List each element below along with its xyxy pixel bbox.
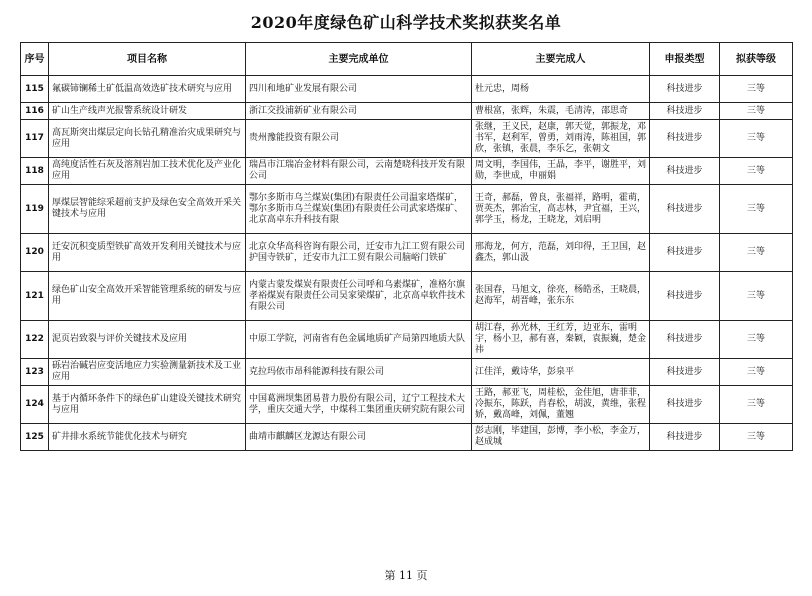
row-number: 118 bbox=[21, 158, 49, 185]
completion-people: 张国春，马旭文，徐亮，杨皓丞，王晓晨，赵海军，胡晋峰，张东东 bbox=[472, 272, 650, 321]
completion-people: 杜元忠，周杨 bbox=[472, 76, 650, 103]
row-number: 117 bbox=[21, 120, 49, 158]
award-grade: 三等 bbox=[720, 158, 793, 185]
award-grade: 三等 bbox=[720, 272, 793, 321]
row-number: 119 bbox=[21, 185, 49, 234]
completion-people: 王路，郝亚飞，周桂松，金佳旭，唐菲菲，冷振东，陈跃，肖春松，胡波，黄维，张程娇，戴高峰，刘佩，董翘 bbox=[472, 386, 650, 424]
award-grade: 三等 bbox=[720, 185, 793, 234]
completion-people: 江佳洋，戴诗华，彭泉平 bbox=[472, 359, 650, 386]
award-grade: 三等 bbox=[720, 120, 793, 158]
row-number: 121 bbox=[21, 272, 49, 321]
table-row bbox=[21, 103, 793, 120]
completion-people: 彭志刚，毕建国，彭博，李小松，李金万，赵成城 bbox=[472, 424, 650, 451]
declaration-type: 科技进步 bbox=[650, 185, 720, 234]
row-number: 120 bbox=[21, 234, 49, 272]
award-grade: 三等 bbox=[720, 76, 793, 103]
declaration-type: 科技进步 bbox=[650, 359, 720, 386]
table-row bbox=[21, 321, 793, 359]
table-row bbox=[21, 76, 793, 103]
table-row bbox=[21, 120, 793, 158]
header-units: 主要完成单位 bbox=[246, 43, 472, 76]
table-row bbox=[21, 359, 793, 386]
completion-people: 王奇，郝磊，曾良，张福祥，路明，霍萌，贾英杰，郭治宝，高志林，尹宜福，王兴，郭学玉，杨龙，王晓龙，刘启明 bbox=[472, 185, 650, 234]
table-row bbox=[21, 185, 793, 234]
table-row bbox=[21, 234, 793, 272]
page-title: 2020年度绿色矿山科学技术奖拟获奖名单 bbox=[250, 13, 562, 32]
project-name: 厚煤层智能综采超前支护及绿色安全高效开采关键技术与应用 bbox=[49, 185, 246, 234]
award-grade: 三等 bbox=[720, 321, 793, 359]
award-grade: 三等 bbox=[720, 386, 793, 424]
header-no: 序号 bbox=[21, 43, 49, 76]
completion-people: 周文明，李国伟，王晶，李平，谢胜平，刘勋，李世成，申丽娟 bbox=[472, 158, 650, 185]
header-people: 主要完成人 bbox=[472, 43, 650, 76]
declaration-type: 科技进步 bbox=[650, 321, 720, 359]
project-name: 基于内循环条件下的绿色矿山建设关键技术研究与应用 bbox=[49, 386, 246, 424]
completion-units: 瑞昌市江瑞冶金材料有限公司，云南楚晓科技开发有限公司 bbox=[246, 158, 472, 185]
completion-people: 曹根富，张辉，朱震，毛清涛，邵思奇 bbox=[472, 103, 650, 120]
declaration-type: 科技进步 bbox=[650, 120, 720, 158]
completion-people: 胡江春，孙光林，王红芳，边亚东，雷明宇，杨小卫，郝有喜，秦颖，袁振巍，楚金祎 bbox=[472, 321, 650, 359]
award-grade: 三等 bbox=[720, 234, 793, 272]
table-header-row bbox=[21, 43, 793, 76]
project-name: 泥页岩致裂与评价关键技术及应用 bbox=[49, 321, 246, 359]
row-number: 122 bbox=[21, 321, 49, 359]
project-name: 砾岩治碱岩应变活地应力实验测量新技术及工业应用 bbox=[49, 359, 246, 386]
project-name: 高纯度活性石灰及溶剂岩加工技术优化及产业化应用 bbox=[49, 158, 246, 185]
award-grade: 三等 bbox=[720, 424, 793, 451]
project-name: 迁安沉积变质型铁矿高效开发利用关键技术与应用 bbox=[49, 234, 246, 272]
completion-units: 浙江交投浦新矿业有限公司 bbox=[246, 103, 472, 120]
table-row bbox=[21, 158, 793, 185]
table-row bbox=[21, 386, 793, 424]
completion-units: 中国葛洲坝集团易普力股份有限公司，辽宁工程技术大学，重庆交通大学，中煤科工集团重庆研究院有限公司 bbox=[246, 386, 472, 424]
project-name: 矿山生产线声光报警系统设计研发 bbox=[49, 103, 246, 120]
declaration-type: 科技进步 bbox=[650, 272, 720, 321]
completion-units: 北京众华高科咨询有限公司，迁安市九江工贸有限公司护国寺铁矿，迁安市九江工贸有限公司脑峪门铁矿 bbox=[246, 234, 472, 272]
row-number: 123 bbox=[21, 359, 49, 386]
project-name: 矿井排水系统节能优化技术与研究 bbox=[49, 424, 246, 451]
award-grade: 三等 bbox=[720, 103, 793, 120]
project-name: 氟碳铈镧稀土矿低温高效选矿技术研究与应用 bbox=[49, 76, 246, 103]
header-project: 项目名称 bbox=[49, 43, 246, 76]
project-name: 绿色矿山安全高效开采智能管理系统的研发与应用 bbox=[49, 272, 246, 321]
declaration-type: 科技进步 bbox=[650, 386, 720, 424]
row-number: 125 bbox=[21, 424, 49, 451]
declaration-type: 科技进步 bbox=[650, 424, 720, 451]
completion-units: 曲靖市麒麟区龙源达有限公司 bbox=[246, 424, 472, 451]
declaration-type: 科技进步 bbox=[650, 103, 720, 120]
declaration-type: 科技进步 bbox=[650, 158, 720, 185]
award-grade: 三等 bbox=[720, 359, 793, 386]
header-grade: 拟获等级 bbox=[720, 43, 793, 76]
project-name: 高瓦斯突出煤层定向长钻孔精准治灾成果研究与应用 bbox=[49, 120, 246, 158]
completion-units: 内蒙古蒙发煤炭有限责任公司呼和乌素煤矿，准格尔旗孝裕煤炭有限责任公司吴家梁煤矿，北京高卓软件技术有限公司 bbox=[246, 272, 472, 321]
completion-people: 张继，王义民，赵康，郭天觉，郭振龙，邓书军，赵利军，曾勇，刘雨涛，陈祖国，郭欣，张镇，张晨，李乐乞，张朝文 bbox=[472, 120, 650, 158]
row-number: 124 bbox=[21, 386, 49, 424]
completion-units: 中原工学院，河南省有色金属地质矿产局第四地质大队 bbox=[246, 321, 472, 359]
table-row bbox=[21, 424, 793, 451]
completion-people: 邢海龙，何方，范磊，刘印得，王卫国，赵鑫杰，郭山汲 bbox=[472, 234, 650, 272]
page-number: 第 11 页 bbox=[384, 569, 428, 582]
completion-units: 克拉玛依市昂科能源科技有限公司 bbox=[246, 359, 472, 386]
completion-units: 鄂尔多斯市乌兰煤炭(集团)有限责任公司温家塔煤矿，鄂尔多斯市乌兰煤炭(集团)有限责任公司武家塔煤矿、北京高卓东升科技有限 bbox=[246, 185, 472, 234]
header-type: 申报类型 bbox=[650, 43, 720, 76]
award-table bbox=[20, 42, 793, 451]
declaration-type: 科技进步 bbox=[650, 234, 720, 272]
completion-units: 贵州豫能投资有限公司 bbox=[246, 120, 472, 158]
table-row bbox=[21, 272, 793, 321]
row-number: 116 bbox=[21, 103, 49, 120]
row-number: 115 bbox=[21, 76, 49, 103]
completion-units: 四川和地矿业发展有限公司 bbox=[246, 76, 472, 103]
declaration-type: 科技进步 bbox=[650, 76, 720, 103]
